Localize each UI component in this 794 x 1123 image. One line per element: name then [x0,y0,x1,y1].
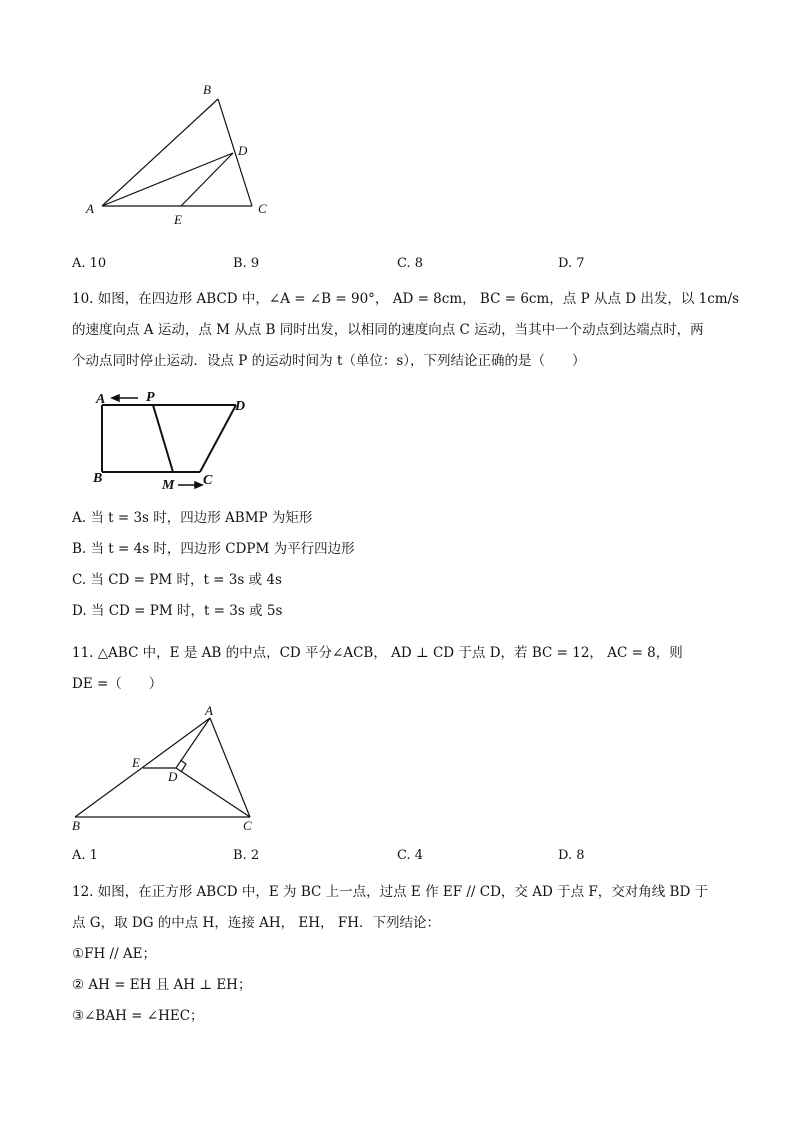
label-B: B [93,471,103,486]
figure-q10-trapezoid [86,385,266,495]
q12-item-1: ①FH // AE； [72,946,157,962]
label-C: C [243,818,252,833]
q9-option-c: C. 8 [397,256,424,271]
q10-option-a: A. 当 t = 3s 时，四边形 ABMP 为矩形 [72,510,313,526]
q12-item-3: ③∠BAH = ∠HEC； [72,1008,204,1024]
figure-q11-triangle [66,700,266,835]
q11-stem-line1: 11. △ABC 中，E 是 AB 的中点，CD 平分∠ACB， AD ⊥ CD 于点 D，若 BC = 12， AC = 8，则 [72,645,683,661]
label-A: A [96,392,106,407]
label-D: D [238,143,248,158]
q11-stem-line2: DE =（ ） [72,676,163,692]
q9-option-b: B. 9 [233,256,260,271]
label-D: D [168,769,178,784]
figure-q9-triangle [80,78,280,228]
q10-stem-line2: 的速度向点 A 运动，点 M 从点 B 同时出发，以相同的速度向点 C 运动，当其中一个动点到达端点时，两 [72,322,704,338]
q12-item-2: ② AH = EH 且 AH ⊥ EH； [72,977,252,993]
label-M: M [162,478,175,493]
label-D: D [235,399,246,414]
q10-option-d: D. 当 CD = PM 时，t = 3s 或 5s [72,603,283,619]
label-E: E [174,212,182,227]
q10-option-c: C. 当 CD = PM 时，t = 3s 或 4s [72,572,282,588]
q10-stem-line3: 个动点同时停止运动．设点 P 的运动时间为 t（单位：s），下列结论正确的是（ ） [72,353,586,369]
q11-option-d: D. 8 [558,848,585,863]
label-P: P [146,390,155,405]
q10-stem-line1: 10. 如图，在四边形 ABCD 中，∠A = ∠B = 90°， AD = 8cm， BC = 6cm，点 P 从点 D 出发，以 1cm/s [72,291,740,307]
q11-option-b: B. 2 [233,848,260,863]
q12-stem-line2: 点 G，取 DG 的中点 H，连接 AH， EH， FH．下列结论： [72,915,440,931]
label-C: C [203,473,213,488]
label-B: B [72,818,80,833]
q9-option-d: D. 7 [558,256,585,271]
label-B: B [203,82,211,97]
label-C: C [258,201,267,216]
q12-stem-line1: 12. 如图，在正方形 ABCD 中，E 为 BC 上一点，过点 E 作 EF // CD，交 AD 于点 F，交对角线 BD 于 [72,884,709,900]
label-A: A [205,703,213,718]
q11-option-a: A. 1 [72,848,98,863]
label-E: E [132,755,140,770]
q11-option-c: C. 4 [397,848,424,863]
q9-option-a: A. 10 [72,256,107,271]
label-A: A [86,201,94,216]
q10-option-b: B. 当 t = 4s 时，四边形 CDPM 为平行四边形 [72,541,355,557]
